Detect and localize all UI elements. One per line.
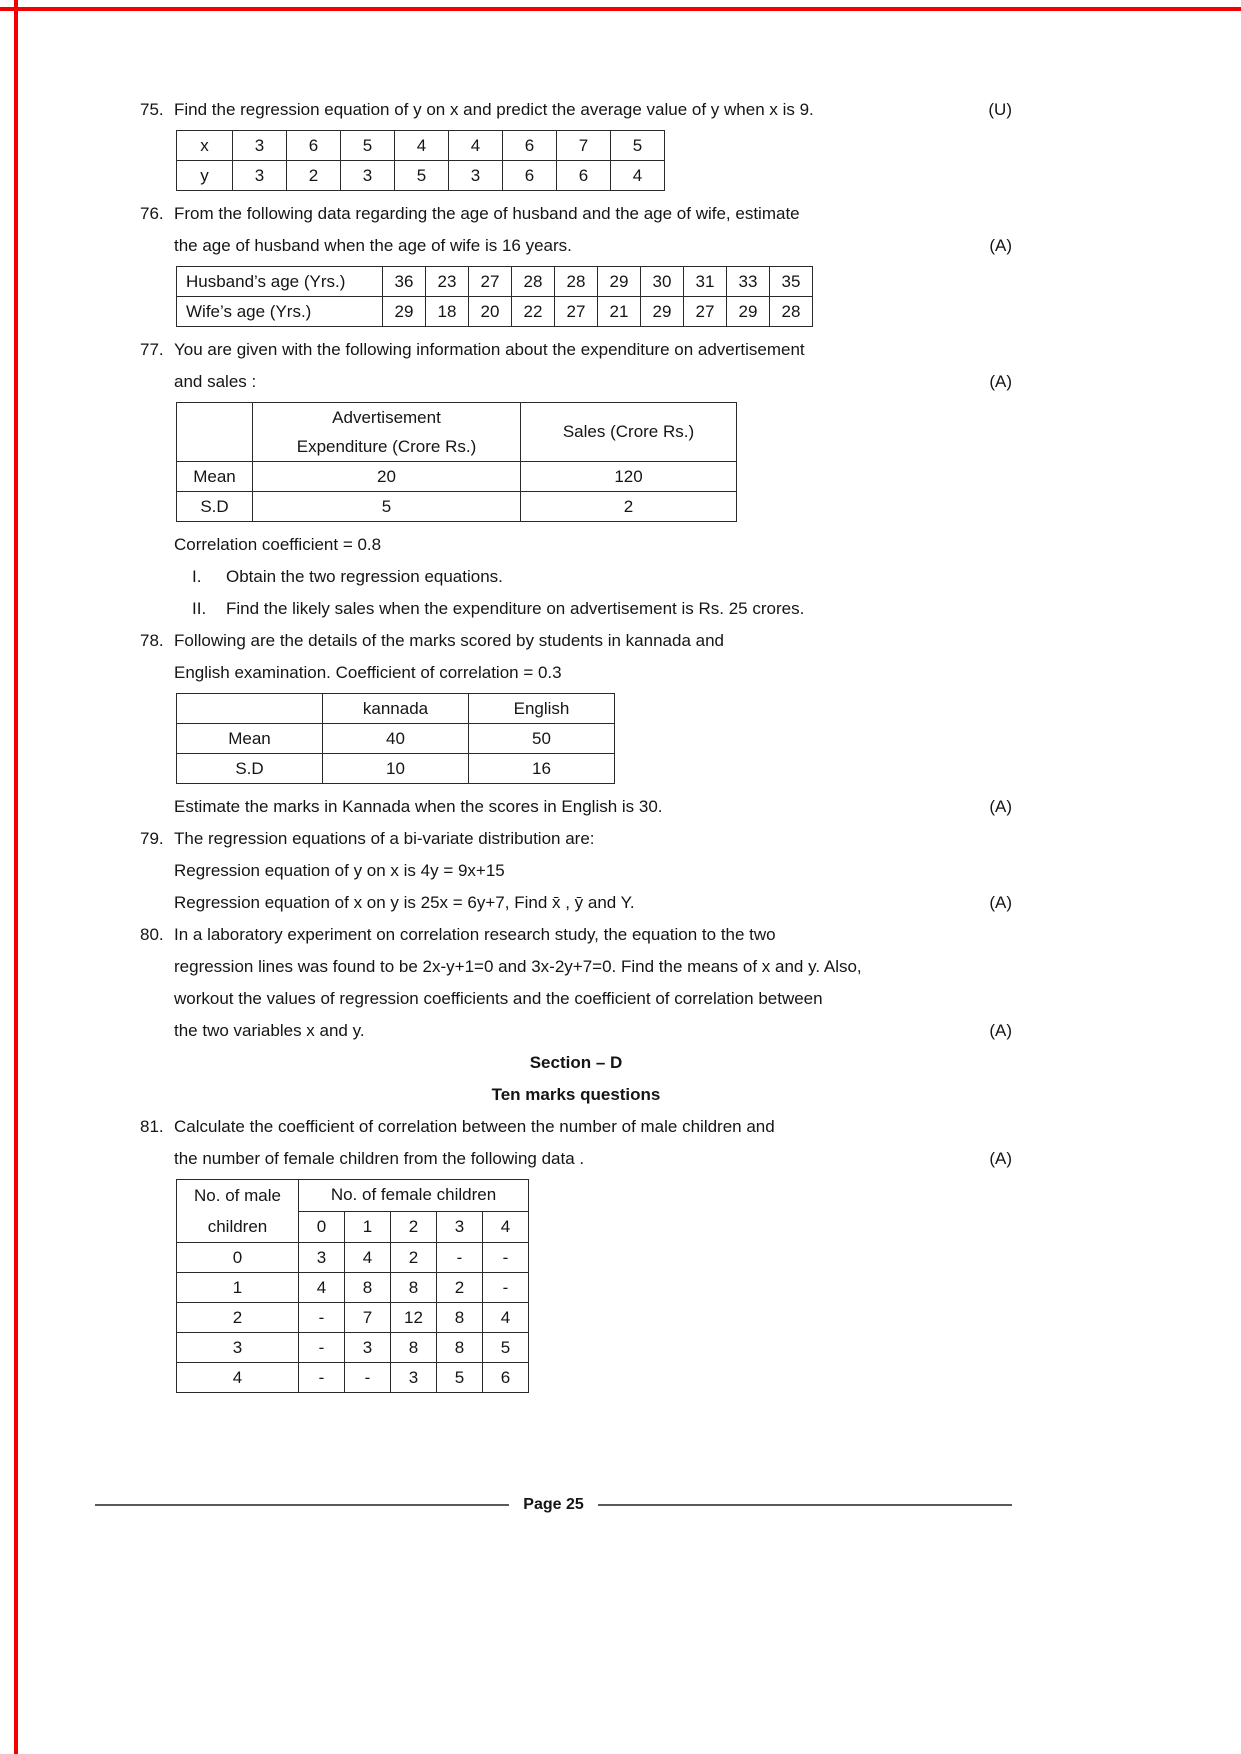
table-cell: kannada xyxy=(323,694,469,724)
table-cell: - xyxy=(483,1273,529,1303)
table-row xyxy=(177,694,615,724)
section-d-heading: Section – D xyxy=(529,1053,623,1072)
table-cell: 50 xyxy=(469,724,615,754)
question-75-line-1 xyxy=(140,94,1012,126)
table-cell: 23 xyxy=(426,267,469,297)
table-cell: 20 xyxy=(469,297,512,327)
question-81-text: Calculate the coefficient of correlation between the number of male children and xyxy=(174,1117,775,1136)
question-79-number: 79. xyxy=(140,829,164,848)
table-cell: - xyxy=(299,1363,345,1393)
question-79-line-1 xyxy=(140,823,1012,855)
table-cell: Mean xyxy=(177,462,253,492)
table-header-col-1: 1 xyxy=(345,1211,391,1243)
table-cell: 30 xyxy=(641,267,684,297)
question-79-line-3 xyxy=(140,887,1012,919)
question-80-number: 80. xyxy=(140,925,164,944)
table-body xyxy=(177,462,737,522)
table-cell: 7 xyxy=(557,131,611,161)
question-77 xyxy=(140,334,1012,625)
table-body xyxy=(177,267,813,327)
question-80-line-4 xyxy=(140,1015,1012,1047)
regression-equation-x-on-y: Regression equation of x on y is 25x = 6y+7, Find x̄ , ȳ and Y. xyxy=(174,893,635,912)
page-footer xyxy=(95,1496,1012,1514)
correlation-note: Correlation coefficient = 0.8 xyxy=(174,535,382,554)
table-row xyxy=(177,492,737,522)
table-cell: 6 xyxy=(503,161,557,191)
question-76-number: 76. xyxy=(140,204,164,223)
question-79 xyxy=(140,823,1012,919)
table-row xyxy=(177,1303,529,1333)
table-cell: 20 xyxy=(253,462,521,492)
table-cell: 0 xyxy=(177,1243,299,1273)
question-77-text: You are given with the following information about the expenditure on advertisement xyxy=(174,340,805,359)
table-header-col-4: 4 xyxy=(483,1211,529,1243)
question-76-mark: (A) xyxy=(989,236,1012,255)
question-75-mark: (U) xyxy=(988,100,1012,119)
table-cell: 2 xyxy=(287,161,341,191)
table-row xyxy=(177,724,615,754)
table-cell: 12 xyxy=(391,1303,437,1333)
footer-rule-right xyxy=(598,1504,1012,1506)
table-header-col-3: 3 xyxy=(437,1211,483,1243)
question-79-mark: (A) xyxy=(989,893,1012,912)
table-cell: 6 xyxy=(287,131,341,161)
table-body xyxy=(177,1180,529,1243)
table-cell: Wife’s age (Yrs.) xyxy=(177,297,383,327)
question-79-text: The regression equations of a bi-variate distribution are: xyxy=(174,829,595,848)
table-cell: 31 xyxy=(684,267,727,297)
table-row xyxy=(177,462,737,492)
table-row xyxy=(177,754,615,784)
table-cell: 7 xyxy=(345,1303,391,1333)
table-cell: 29 xyxy=(598,267,641,297)
table-cell: - xyxy=(437,1243,483,1273)
item-1-text: Obtain the two regression equations. xyxy=(226,567,503,586)
table-header-col-0: 0 xyxy=(299,1211,345,1243)
table-row xyxy=(177,1363,529,1393)
table-cell: 28 xyxy=(770,297,813,327)
table-cell: 4 xyxy=(299,1273,345,1303)
question-80-mark: (A) xyxy=(989,1021,1012,1040)
question-78-text: Following are the details of the marks scored by students in kannada and xyxy=(174,631,724,650)
table-cell: 5 xyxy=(253,492,521,522)
question-81-line-1 xyxy=(140,1111,1012,1143)
question-76-text: From the following data regarding the age of husband and the age of wife, estimate xyxy=(174,204,800,223)
table-cell: 21 xyxy=(598,297,641,327)
question-76 xyxy=(140,198,1012,327)
question-78-text-cont: English examination. Coefficient of correlation = 0.3 xyxy=(174,663,562,682)
table-cell: - xyxy=(483,1243,529,1273)
question-77-note xyxy=(140,529,1012,561)
table-cell: 2 xyxy=(391,1243,437,1273)
footer-rule-left xyxy=(95,1504,509,1506)
table-cell: 6 xyxy=(503,131,557,161)
table-cell: 4 xyxy=(395,131,449,161)
question-81-text-cont: the number of female children from the following data . xyxy=(174,1149,585,1168)
section-d-subheading: Ten marks questions xyxy=(491,1085,661,1104)
question-80 xyxy=(140,919,1012,1047)
question-77-text-cont: and sales : xyxy=(174,372,257,391)
item-1-numeral: I. xyxy=(192,567,202,586)
q78-data-table xyxy=(176,693,615,784)
table-header-sales: Sales (Crore Rs.) xyxy=(521,403,737,462)
table-cell: 8 xyxy=(391,1333,437,1363)
question-80-text: In a laboratory experiment on correlation research study, the equation to the two xyxy=(174,925,776,944)
table-cell: 5 xyxy=(395,161,449,191)
question-75 xyxy=(140,94,1012,191)
question-78-estimate-text: Estimate the marks in Kannada when the scores in English is 30. xyxy=(174,797,663,816)
table-header-row-1 xyxy=(177,1180,529,1212)
table-body xyxy=(177,131,665,191)
table-body xyxy=(177,694,615,784)
table-cell: 3 xyxy=(449,161,503,191)
question-76-line-2 xyxy=(140,230,1012,262)
question-80-text-cont-3: the two variables x and y. xyxy=(174,1021,365,1040)
question-79-line-2 xyxy=(140,855,1012,887)
table-cell: 5 xyxy=(341,131,395,161)
table-cell: 3 xyxy=(177,1333,299,1363)
table-cell: 3 xyxy=(341,161,395,191)
table-row xyxy=(177,1273,529,1303)
question-78 xyxy=(140,625,1012,823)
question-80-line-2 xyxy=(140,951,1012,983)
table-cell: - xyxy=(345,1363,391,1393)
table-cell: 2 xyxy=(177,1303,299,1333)
table-cell: 3 xyxy=(345,1333,391,1363)
table-cell: 4 xyxy=(449,131,503,161)
table-cell: English xyxy=(469,694,615,724)
table-cell: 3 xyxy=(233,131,287,161)
table-cell: 5 xyxy=(483,1333,529,1363)
table-cell: S.D xyxy=(177,754,323,784)
table-header-col-2: 2 xyxy=(391,1211,437,1243)
question-76-text-cont: the age of husband when the age of wife is 16 years. xyxy=(174,236,572,255)
table-cell: 3 xyxy=(233,161,287,191)
page-border-left xyxy=(14,0,18,1754)
question-77-mark: (A) xyxy=(989,372,1012,391)
table-cell: x xyxy=(177,131,233,161)
table-cell: 6 xyxy=(483,1363,529,1393)
table-cell: 8 xyxy=(437,1333,483,1363)
table-cell: 18 xyxy=(426,297,469,327)
table-cell: 4 xyxy=(177,1363,299,1393)
table-cell: 8 xyxy=(391,1273,437,1303)
question-81-mark: (A) xyxy=(989,1149,1012,1168)
question-77-line-2 xyxy=(140,366,1012,398)
table-cell: 29 xyxy=(641,297,684,327)
table-body xyxy=(177,1243,529,1393)
table-cell: 4 xyxy=(483,1303,529,1333)
table-cell: 40 xyxy=(323,724,469,754)
regression-equation-y-on-x: Regression equation of y on x is 4y = 9x+15 xyxy=(174,861,505,880)
table-cell: Husband’s age (Yrs.) xyxy=(177,267,383,297)
question-81 xyxy=(140,1111,1012,1393)
table-row xyxy=(177,1243,529,1273)
table-row xyxy=(177,297,813,327)
table-cell: 16 xyxy=(469,754,615,784)
q75-data-table xyxy=(176,130,665,191)
table-cell: - xyxy=(299,1303,345,1333)
table-cell: 10 xyxy=(323,754,469,784)
question-80-line-3 xyxy=(140,983,1012,1015)
table-row xyxy=(177,161,665,191)
question-80-text-cont-1: regression lines was found to be 2x-y+1=0 and 3x-2y+7=0. Find the means of x and y. Also, xyxy=(174,957,862,976)
item-2-numeral: II. xyxy=(192,599,207,618)
q76-data-table xyxy=(176,266,813,327)
table-cell: 27 xyxy=(469,267,512,297)
table-cell: 36 xyxy=(383,267,426,297)
table-cell: 3 xyxy=(391,1363,437,1393)
item-2-text: Find the likely sales when the expenditure on advertisement is Rs. 25 crores. xyxy=(226,599,805,618)
table-cell: 28 xyxy=(512,267,555,297)
table-cell: 8 xyxy=(345,1273,391,1303)
table-cell: 29 xyxy=(727,297,770,327)
table-cell: 5 xyxy=(611,131,665,161)
question-78-number: 78. xyxy=(140,631,164,650)
question-78-line-1 xyxy=(140,625,1012,657)
page-number: Page 25 xyxy=(523,1496,584,1513)
question-77-line-1 xyxy=(140,334,1012,366)
table-cell: 35 xyxy=(770,267,813,297)
table-cell: 28 xyxy=(555,267,598,297)
table-cell: 8 xyxy=(437,1303,483,1333)
table-cell: - xyxy=(299,1333,345,1363)
table-cell: 33 xyxy=(727,267,770,297)
question-75-text: Find the regression equation of y on x and predict the average value of y when x is 9. xyxy=(174,100,814,119)
table-row xyxy=(177,267,813,297)
table-cell-blank xyxy=(177,403,253,462)
table-row xyxy=(177,1333,529,1363)
table-cell: 1 xyxy=(177,1273,299,1303)
question-81-line-2 xyxy=(140,1143,1012,1175)
table-cell: 6 xyxy=(557,161,611,191)
page-content xyxy=(140,94,1012,1400)
q77-data-table xyxy=(176,402,737,522)
question-77-item-1 xyxy=(192,561,1012,593)
table-cell: y xyxy=(177,161,233,191)
page-border-top xyxy=(0,7,1241,11)
table-cell: 120 xyxy=(521,462,737,492)
question-78-line-3 xyxy=(140,791,1012,823)
table-cell: 3 xyxy=(299,1243,345,1273)
question-75-number: 75. xyxy=(140,100,164,119)
table-cell: 29 xyxy=(383,297,426,327)
question-80-text-cont-2: workout the values of regression coefficients and the coefficient of correlation between xyxy=(174,989,823,1008)
question-78-mark: (A) xyxy=(989,797,1012,816)
table-cell: 27 xyxy=(555,297,598,327)
question-77-number: 77. xyxy=(140,340,164,359)
table-row xyxy=(177,131,665,161)
table-cell: 2 xyxy=(437,1273,483,1303)
question-81-number: 81. xyxy=(140,1117,164,1136)
table-cell: Mean xyxy=(177,724,323,754)
question-76-line-1 xyxy=(140,198,1012,230)
table-header-male-children: No. of male children xyxy=(177,1180,299,1243)
table-header-row xyxy=(177,403,737,462)
question-80-line-1 xyxy=(140,919,1012,951)
table-cell: S.D xyxy=(177,492,253,522)
table-header-advertisement: Advertisement Expenditure (Crore Rs.) xyxy=(253,403,521,462)
table-header-female-children: No. of female children xyxy=(299,1180,529,1212)
table-cell: 4 xyxy=(611,161,665,191)
table-cell: 4 xyxy=(345,1243,391,1273)
table-cell xyxy=(177,694,323,724)
table-cell: 5 xyxy=(437,1363,483,1393)
question-77-item-2 xyxy=(192,593,1012,625)
question-78-line-2 xyxy=(140,657,1012,689)
table-cell: 27 xyxy=(684,297,727,327)
table-body xyxy=(177,403,737,462)
table-cell: 2 xyxy=(521,492,737,522)
q81-data-table xyxy=(176,1179,529,1393)
table-cell: 22 xyxy=(512,297,555,327)
